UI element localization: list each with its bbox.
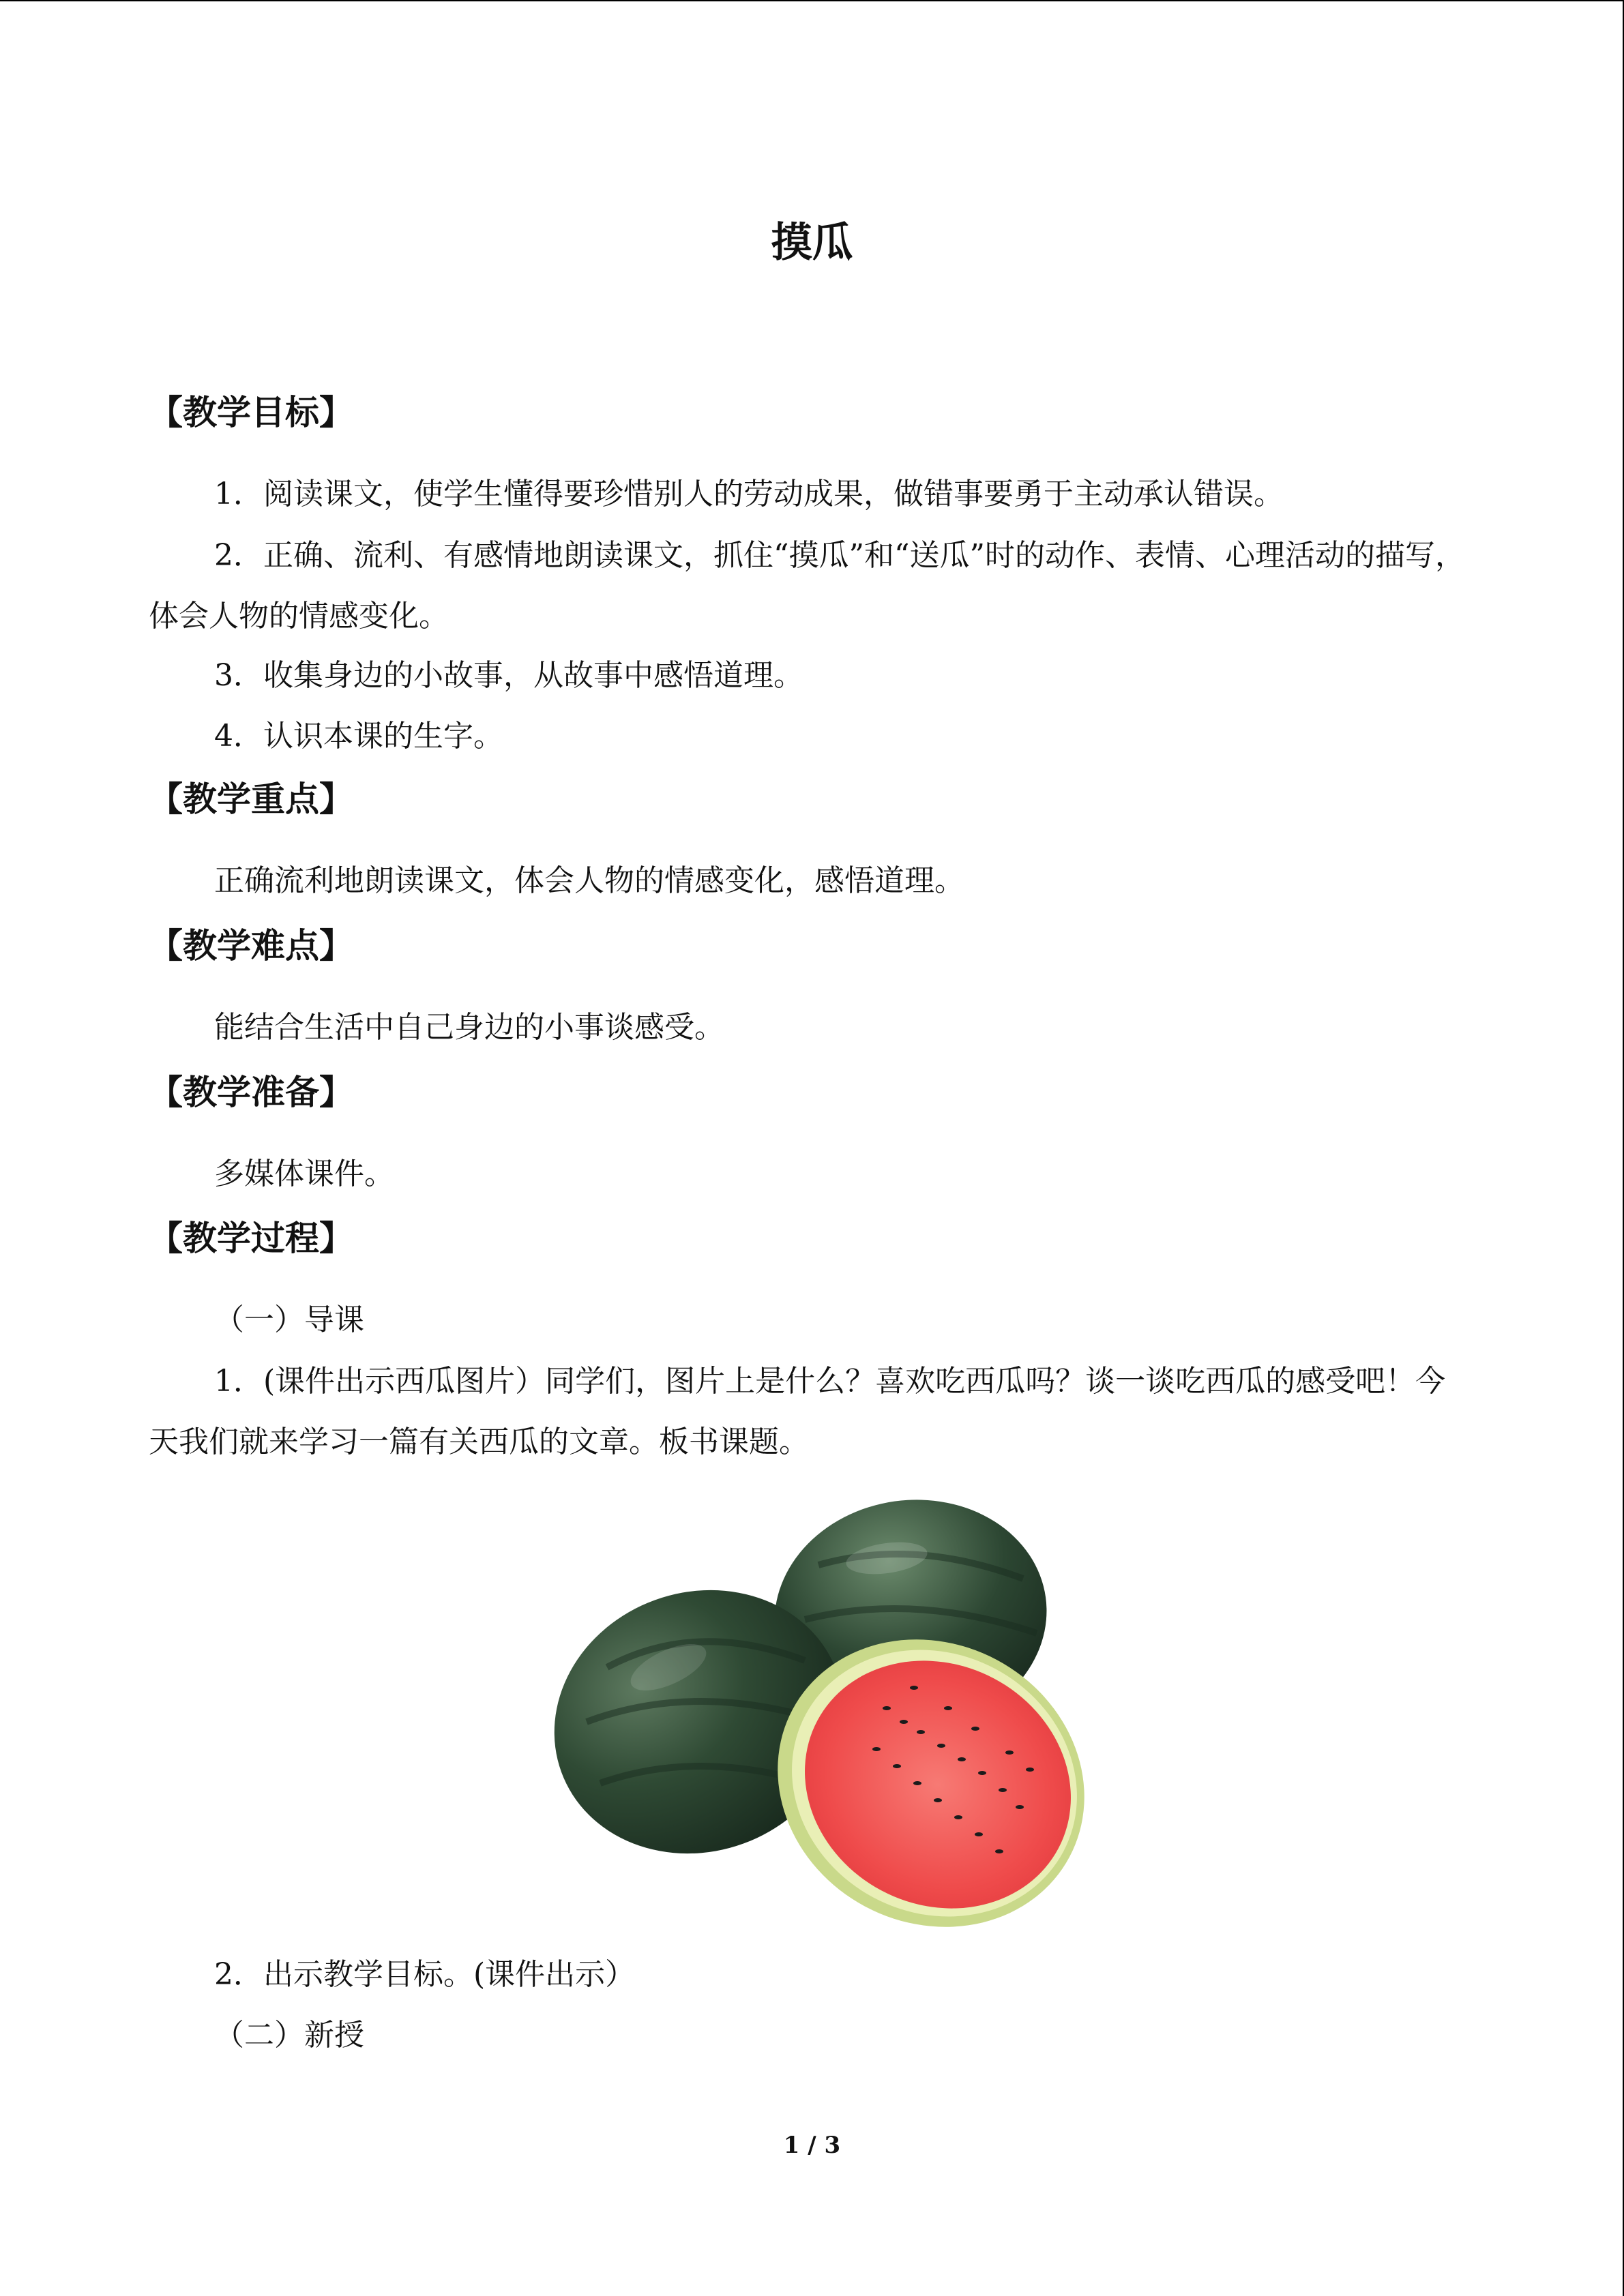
page-title: 摸瓜 <box>771 219 853 267</box>
process-sub-new: （二）新授 <box>214 2018 364 2053</box>
page-number: 1 / 3 <box>783 2132 841 2159</box>
heading-process: 【教学过程】 <box>149 1219 353 1258</box>
watermelon-photo <box>532 1483 1160 1933</box>
objective-item-4: 4．认识本课的生字。 <box>214 719 503 754</box>
heading-objectives: 【教学目标】 <box>149 393 353 432</box>
process-step-1: 1．(课件出示西瓜图片）同学们，图片上是什么？喜欢吃西瓜吗？谈一谈吃西瓜的感受吧！今天我们就来学习一篇有关西瓜的文章。板书课题。 <box>149 1364 1446 1459</box>
process-step-2: 2．出示教学目标。(课件出示） <box>214 1957 636 1992</box>
process-sub-intro: （一）导课 <box>214 1302 364 1337</box>
objective-item-2: 2．正确、流利、有感情地朗读课文，抓住“摸瓜”和“送瓜”时的动作、表情、心理活动的描写，体会人物的情感变化。 <box>149 538 1465 633</box>
objective-item-3: 3．收集身边的小故事，从故事中感悟道理。 <box>214 658 803 693</box>
preparation-text: 多媒体课件。 <box>214 1157 394 1191</box>
difficulties-text: 能结合生活中自己身边的小事谈感受。 <box>214 1010 724 1045</box>
heading-difficulties: 【教学难点】 <box>149 926 353 966</box>
objective-item-1: 1．阅读课文，使学生懂得要珍惜别人的劳动成果，做错事要勇于主动承认错误。 <box>214 477 1284 511</box>
heading-key-points: 【教学重点】 <box>149 779 353 819</box>
heading-preparation: 【教学准备】 <box>149 1073 353 1112</box>
key-points-text: 正确流利地朗读课文，体会人物的情感变化，感悟道理。 <box>214 863 964 898</box>
